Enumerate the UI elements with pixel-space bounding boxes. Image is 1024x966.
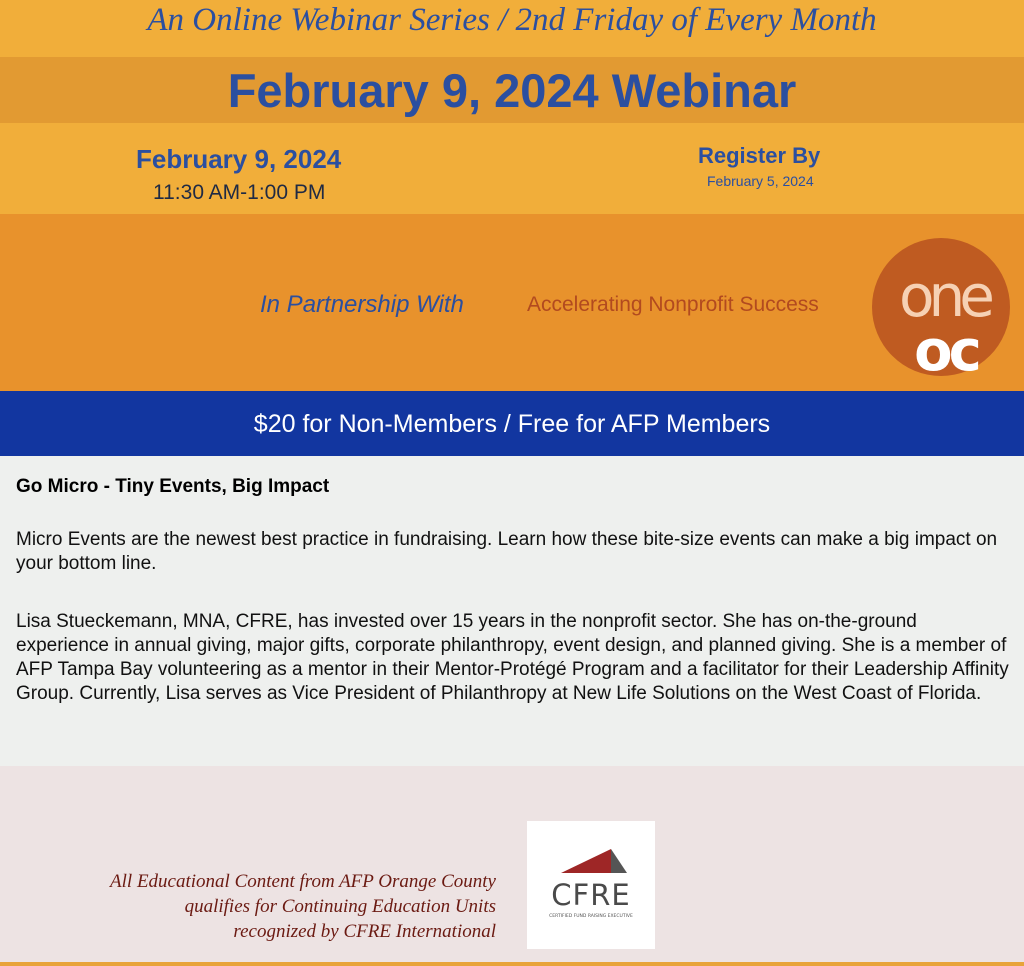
event-date: February 9, 2024 (136, 144, 342, 174)
cfre-logo-text: CFRE (551, 878, 631, 912)
partnership-banner (0, 214, 1024, 391)
session-description: Micro Events are the newest best practice in fundraising. Learn how these bite-size events can make a big impact on your bottom line. (16, 529, 998, 574)
footer (0, 766, 1024, 962)
session-details (0, 456, 1024, 766)
series-banner (0, 0, 1024, 57)
ceu-line-3: recognized by CFRE International (233, 921, 496, 942)
cfre-logo (527, 821, 655, 949)
session-title: Go Micro - Tiny Events, Big Impact (16, 476, 330, 497)
oneoc-logo-top: one (899, 262, 989, 330)
register-by-label: Register By (698, 143, 821, 168)
ceu-line-2: qualifies for Continuing Education Units (184, 896, 496, 917)
oneoc-logo-bottom: oc (914, 319, 978, 376)
title-banner (0, 57, 1024, 123)
ceu-notice (110, 869, 496, 944)
register-by-date: February 5, 2024 (707, 173, 814, 189)
speaker-bio: Lisa Stueckemann, MNA, CFRE, has invested over 15 years in the nonprofit sector. She has on-the-ground experience in annual giving, major gifts, corporate philanthropy, event design, and planned giving. She is a member of AFP Tampa Bay volunteering as a mentor in their Mentor-Protégé Program and a facilitator for their Leadership Affinity Group. Currently, Lisa serves as Vice President of Philanthropy at New Life Solutions on the West Coast of Florida. (16, 611, 1009, 704)
cfre-logo-subtext: CERTIFIED FUND RAISING EXECUTIVE (549, 914, 633, 919)
pricing-banner (0, 391, 1024, 456)
partnership-label: In Partnership With (260, 291, 464, 318)
date-banner (0, 123, 1024, 214)
bottom-accent-line (0, 962, 1024, 966)
cfre-red-roof-icon (561, 849, 611, 873)
webinar-title: February 9, 2024 Webinar (227, 64, 797, 117)
ceu-line-1: All Educational Content from AFP Orange County (110, 871, 496, 892)
pricing-text: $20 for Non-Members / Free for AFP Members (253, 410, 771, 438)
partner-tagline: Accelerating Nonprofit Success (527, 293, 819, 316)
series-text: An Online Webinar Series / 2nd Friday of Every Month (147, 2, 877, 38)
oneoc-logo (872, 238, 1010, 376)
event-time: 11:30 AM-1:00 PM (153, 181, 326, 204)
cfre-gray-peak-icon (611, 849, 627, 873)
